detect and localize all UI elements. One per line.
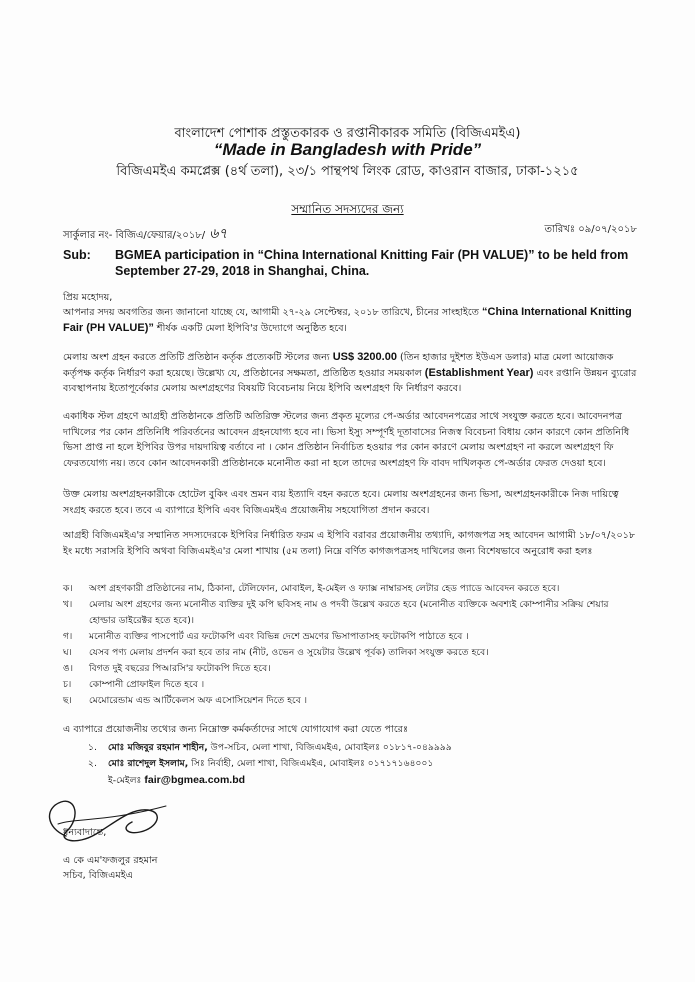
tagline: “Made in Bangladesh with Pride” [213, 140, 482, 159]
list-text: মেলায় অংশ গ্রহণের জন্য মনোনীত ব্যক্তির দুই কপি ছবিসহ নাম ও পদবী উল্লেখ করতে হবে (মনোনীত ব্যক্তিকে অবশ্যই কোম্পানীর সক্রিয় শেয়ার হোল্ডার ডাইরেক্টর হতে হবে)। [89, 599, 609, 626]
contact-marker: ১. [88, 742, 97, 753]
contact-name: মোঃ মজিবুর রহমান শাহীন, [108, 742, 208, 753]
subject-line [63, 247, 633, 279]
list-text: বিগত দুই বছরের পিআরসি'র ফটোকপি দিতে হবে। [89, 663, 271, 674]
contact-intro: এ ব্যাপারে প্রয়োজনীয় তথ্যের জন্য নিম্নোক্ত কর্মকর্তাদের সাথে যোগাযোগ করা যেতে পারেঃ [63, 724, 409, 735]
list-marker: ক। [63, 583, 73, 594]
letter-date: তারিখঃ ০৯/০৭/২০১৮ [544, 224, 637, 235]
email-address[interactable]: fair@bgmea.com.bd [144, 774, 246, 786]
subject-label: Sub: [63, 248, 91, 262]
list-marker: ছ। [63, 695, 72, 706]
list-text: কোম্পানী প্রোফাইল দিতে হবে । [89, 679, 205, 690]
closing-line: ধন্যবাদান্তে, [63, 827, 107, 838]
establishment-year-term: (Establishment Year) [424, 366, 534, 379]
contact-email [108, 773, 245, 788]
list-text: যেসব পণ্য মেলায় প্রদর্শন করা হবে তার নাম (নীট, ওভেন ও সুয়েটার উল্লেখ পূর্বক) তালিকা সংযুক্ত করতে হবে। [89, 647, 489, 658]
list-marker: ঘ। [63, 647, 72, 658]
paragraph-5: আগ্রহী বিজিএমইএ'র সম্মানিত সদস্যদেরকে ইপিবির নির্ধারিত ফরম এ ইপিবি বরাবর প্রয়োজনীয় তথ্যাদি, কাগজপত্র সহ আবেদন আগামী ১৮/০৭/২০১৮ ইং মধ্যে সরাসরি ইপিবি অথবা বিজিএমইএ'র মেলা শাখায় (৫ম তলা) নিম্নে বর্ণিত কাগজপত্রসহ দাখিলের জন্য বিশেষভাবে অনুরোধ করা হলঃ [63, 530, 636, 557]
contact-item [88, 740, 648, 756]
salutation: প্রিয় মহোদয়, [63, 292, 113, 303]
stall-fee: US$ 3200.00 [332, 351, 397, 363]
circular-handwritten-number: ৬৭ [209, 227, 228, 242]
list-item [63, 693, 638, 709]
list-item [63, 645, 638, 661]
list-text: অংশ গ্রহণকারী প্রতিষ্ঠানের নাম, ঠিকানা, টেলিফোন, মোবাইল, ই-মেইল ও ফ্যাক্স নাম্বারসহ লেটার হেড প্যাডে আবেদন করতে হবে। [89, 583, 560, 594]
signatory-block [63, 853, 158, 883]
contact-name: মোঃ রাশেদুল ইসলাম, [108, 757, 189, 769]
para2-text-a: মেলায় অংশ গ্রহন করতে প্রতিটি প্রতিষ্ঠান কর্তৃক প্রত্যেকটি স্টলের জন্য [63, 352, 333, 363]
contact-details: উপ-সচিব, মেলা শাখা, বিজিএমইএ, মোবাইলঃ ০১৮১৭-০৪৯৯৯৯ [207, 742, 452, 753]
list-item [63, 677, 638, 693]
paragraph-4: উক্ত মেলায় অংশগ্রহনকারীকে হোটেল বুকিং এবং ভ্রমন ব্যয় ইত্যাদি বহন করতে হবে। মেলায় অংশগ্রহনের জন্য ভিসা, অংশগ্রহনকারীকে নিজ দায়িত্বে সংগ্রহ করতে হবে। তবে এ ব্যাপারে ইপিবি এবং বিজিএমইএ প্রয়োজনীয় সহযোগিতা প্রদান করবে। [63, 489, 619, 516]
list-marker: ঙ। [63, 663, 74, 674]
list-item [63, 581, 638, 597]
list-item [63, 661, 638, 677]
paragraph-2 [63, 350, 638, 397]
contact-marker: ২. [88, 757, 97, 769]
circular-number [63, 222, 227, 246]
signatory-title: সচিব, বিজিএমইএ [63, 870, 134, 881]
list-marker: গ। [63, 631, 73, 642]
document-requirements-list [63, 581, 638, 709]
signatory-name: এ কে এম'ফজলুর রহমান [63, 855, 158, 866]
contact-details: সিঃ নির্বাহী, মেলা শাখা, বিজিএমইএ, মোবাইলঃ ০১৭১৭১৬৪০০১ [188, 757, 434, 769]
paragraph-1 [63, 305, 638, 336]
list-item [63, 629, 638, 645]
circular-label: সার্কুলার নং- বিজিএ/ফেয়ার/২০১৮/ [63, 230, 206, 241]
list-text: মেমোরেন্ডাম এন্ড আর্টিকেলস অফ এসোসিয়েশন দিতে হবে । [89, 695, 308, 706]
paragraph-3: একাধিক স্টল গ্রহণে আগ্রহী প্রতিষ্ঠানকে প্রতিটি অতিরিক্ত স্টলের জন্য প্রকৃত মূল্যের পে-অর্ডার আবেদনপত্রের সাথে সংযুক্ত করতে হবে। আবেদনপত্র দাখিলের পর কোন প্রতিনিধি পরিবর্তনের আবেদন গ্রহনযোগ্য হবে না। ভিসা ইস্যু সম্পূর্ণই দূতাবাসের নিজস্ব বিবেচনা বিধায় কোন কারণে কোন প্রতিনিধি ভিসা প্রাপ্ত না হলে ইপিবির উপর দায়দায়িত্ব বর্তাবে না । কোন প্রতিষ্ঠান নির্বাচিত হওয়ার পর কোন কারণে মেলায় অংশগ্রহণ না করলে অংশগ্রহণ ফি ফেরতযোগ্য নয়। তবে কোন আবেদনকারী প্রতিষ্ঠানকে মনোনীত করা না হলে তাদের অংশগ্রহণ ফি বাবদ দাখিলকৃত পে-অর্ডার ফেরত দেওয়া হবে। [63, 411, 630, 469]
email-label: ই-মেইলঃ [108, 775, 145, 786]
organization-name: বাংলাদেশ পোশাক প্রস্তুতকারক ও রপ্তানীকারক সমিতি (বিজিএমইএ) [174, 126, 521, 141]
para1-fair-name: “China International Knitting Fair (PH VALUE)” [63, 306, 632, 334]
organization-address: বিজিএমইএ কমপ্লেক্স (৪র্থ তলা), ২৩/১ পান্থপথ লিংক রোড, কাওরান বাজার, ঢাকা-১২১৫ [116, 164, 579, 179]
list-text: মনোনীত ব্যক্তির পাসপোর্ট এর ফটোকপি এবং বিভিন্ন দেশে ভ্রমণের ভিসাপাতাসহ ফটোকপি পাঠাতে হবে । [89, 631, 469, 642]
subject-text: BGMEA participation in “China International Knitting Fair (PH VALUE)” to be held from September 27-29, 2018 in Shanghai, China. [115, 248, 629, 278]
para2-text-e: এবং রপ্তানি উন্নয়ন ব্যুরোর ব্যবস্থাপনায় ইতোপূর্বেকার মেলায় অংশগ্রহণের বিষয়টি বিবেচনায় নিয়ে ইপিবি অংশগ্রহণ ফি নির্ধারণ করবে। [63, 367, 637, 394]
honorific-heading: সম্মানিত সদস্যদের জন্য [291, 202, 404, 216]
list-item [63, 597, 638, 629]
list-marker: চ। [63, 679, 72, 690]
para2-text-c: (তিন হাজার দুইশত ইউএস ডলার) মাত্র মেলা আয়োজক কর্তৃপক্ষ কর্তৃক নির্ধারণ করা হয়েছে। উল্লেখ্য যে, প্রতিষ্ঠানের সক্ষমতা, প্রতিষ্ঠিত হওয়ার সময়কাল [63, 352, 614, 379]
list-marker: খ। [63, 599, 73, 610]
handwritten-signature [36, 788, 176, 858]
contact-item [88, 756, 648, 772]
para1-text-c: শীর্ষক একটি মেলা ইপিবি'র উদ্যোগে অনুষ্ঠিত হবে। [153, 322, 347, 334]
contact-list [88, 740, 648, 771]
para1-text-a: আপনার সদয় অবগতির জন্য জানানো যাচ্ছে যে, আগামী ২৭-২৯ সেপ্টেম্বর, ২০১৮ তারিখে, চীনের সাংহাইতে [63, 307, 482, 318]
